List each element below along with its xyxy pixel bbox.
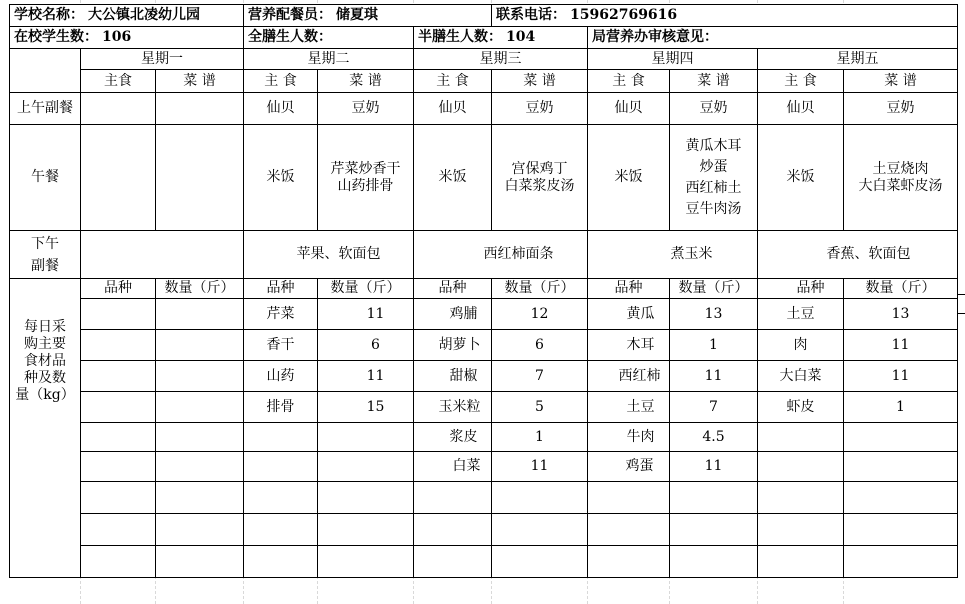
item-name: 山药 xyxy=(244,361,318,392)
item-qty: 11 xyxy=(670,452,758,482)
full-board-cell: 全膳生人数： xyxy=(244,27,414,49)
morning-dish: 豆奶 xyxy=(318,93,414,125)
col-item: 品种 xyxy=(588,279,670,299)
students-cell: 在校学生数： 106 xyxy=(10,27,244,49)
item-qty: 11 xyxy=(844,330,958,361)
half-board-cell: 半膳生人数： 104 xyxy=(414,27,588,49)
day-thu: 星期四 xyxy=(588,49,758,70)
item-name: 土豆 xyxy=(758,299,844,330)
staff-cell: 营养配餐员： 储夏琪 xyxy=(244,5,492,27)
col-qty: 数量（斤） xyxy=(670,279,758,299)
item-qty: 6 xyxy=(318,330,414,361)
item-qty: 1 xyxy=(670,330,758,361)
item-qty: 11 xyxy=(492,452,588,482)
item-qty: 1 xyxy=(492,423,588,452)
lunch-dish: 黄瓜木耳 炒蛋 西红柿土 豆牛肉汤 xyxy=(670,125,758,231)
item-qty: 13 xyxy=(844,299,958,330)
purchase-row xyxy=(10,330,958,361)
item-qty: 6 xyxy=(492,330,588,361)
lunch-staple: 米饭 xyxy=(244,125,318,231)
morning-dish: 豆奶 xyxy=(670,93,758,125)
lunch-dish: 宫保鸡丁 白菜浆皮汤 xyxy=(492,125,588,231)
col-item: 品种 xyxy=(244,279,318,299)
header-row-2 xyxy=(10,27,958,49)
phone-cell: 联系电话： 15962769616 xyxy=(492,5,958,27)
day-tue: 星期二 xyxy=(244,49,414,70)
col-dishes: 菜 谱 xyxy=(156,70,244,93)
morning-staple: 仙贝 xyxy=(414,93,492,125)
item-name: 芹菜 xyxy=(244,299,318,330)
weekly-menu-table xyxy=(9,4,958,578)
purchase-label: 每日采 购主要 食材品 种及数 量（kg） xyxy=(10,279,81,578)
col-staple: 主 食 xyxy=(414,70,492,93)
afternoon-tue: 苹果、软面包 xyxy=(244,231,414,279)
item-name: 香干 xyxy=(244,330,318,361)
item-name: 鸡脯 xyxy=(414,299,492,330)
col-dishes: 菜 谱 xyxy=(318,70,414,93)
item-qty: 13 xyxy=(670,299,758,330)
col-staple: 主 食 xyxy=(758,70,844,93)
col-item: 品种 xyxy=(758,279,844,299)
item-qty: 11 xyxy=(844,361,958,392)
afternoon-label: 下午 副餐 xyxy=(10,231,81,279)
item-qty: 1 xyxy=(844,392,958,423)
item-name: 浆皮 xyxy=(414,423,492,452)
item-qty: 7 xyxy=(492,361,588,392)
col-dishes: 菜 谱 xyxy=(492,70,588,93)
item-name: 甜椒 xyxy=(414,361,492,392)
afternoon-mon xyxy=(81,231,244,279)
item-qty: 11 xyxy=(318,361,414,392)
morning-dish xyxy=(156,93,244,125)
item-name: 木耳 xyxy=(588,330,670,361)
item-qty: 7 xyxy=(670,392,758,423)
lunch-staple: 米饭 xyxy=(588,125,670,231)
afternoon-thu: 煮玉米 xyxy=(588,231,758,279)
blank-corner-cell xyxy=(10,49,81,93)
lunch-dish xyxy=(156,125,244,231)
item-name: 黄瓜 xyxy=(588,299,670,330)
col-qty: 数量（斤） xyxy=(318,279,414,299)
item-name: 大白菜 xyxy=(758,361,844,392)
review-cell: 局营养办审核意见： xyxy=(588,27,958,49)
col-item: 品种 xyxy=(81,279,156,299)
morning-dish: 豆奶 xyxy=(844,93,958,125)
col-dishes: 菜 谱 xyxy=(670,70,758,93)
purchase-row xyxy=(10,423,958,452)
lunch-label: 午餐 xyxy=(10,125,81,231)
day-wed: 星期三 xyxy=(414,49,588,70)
day-row xyxy=(10,49,958,70)
purchase-row-empty xyxy=(10,482,958,514)
item-name: 排骨 xyxy=(244,392,318,423)
col-qty: 数量（斤） xyxy=(492,279,588,299)
col-dishes: 菜 谱 xyxy=(844,70,958,93)
col-qty: 数量（斤） xyxy=(844,279,958,299)
item-qty: 4.5 xyxy=(670,423,758,452)
afternoon-wed: 西红柿面条 xyxy=(414,231,588,279)
col-item: 品种 xyxy=(414,279,492,299)
day-mon: 星期一 xyxy=(81,49,244,70)
item-qty: 12 xyxy=(492,299,588,330)
item-name: 西红柿 xyxy=(588,361,670,392)
item-qty: 5 xyxy=(492,392,588,423)
item-name: 虾皮 xyxy=(758,392,844,423)
morning-staple: 仙贝 xyxy=(588,93,670,125)
item-name: 土豆 xyxy=(588,392,670,423)
purchase-row-empty xyxy=(10,546,958,578)
col-staple: 主食 xyxy=(81,70,156,93)
morning-staple xyxy=(81,93,156,125)
morning-label: 上午副餐 xyxy=(10,93,81,125)
afternoon-row xyxy=(10,231,958,279)
lunch-dish: 芹菜炒香干 山药排骨 xyxy=(318,125,414,231)
item-name: 玉米粒 xyxy=(414,392,492,423)
purchase-row xyxy=(10,392,958,423)
lunch-staple: 米饭 xyxy=(758,125,844,231)
purchase-row xyxy=(10,361,958,392)
school-name-cell: 学校名称： 大公镇北凌幼儿园 xyxy=(10,5,244,27)
morning-dish: 豆奶 xyxy=(492,93,588,125)
col-staple: 主 食 xyxy=(588,70,670,93)
item-name: 鸡蛋 xyxy=(588,452,670,482)
item-qty: 11 xyxy=(318,299,414,330)
item-qty: 15 xyxy=(318,392,414,423)
morning-staple: 仙贝 xyxy=(758,93,844,125)
lunch-staple xyxy=(81,125,156,231)
lunch-row xyxy=(10,125,958,231)
cell-edge-fragment xyxy=(958,294,965,314)
purchase-header-row xyxy=(10,279,958,299)
purchase-row xyxy=(10,299,958,330)
item-name: 牛肉 xyxy=(588,423,670,452)
col-staple: 主 食 xyxy=(244,70,318,93)
item-name: 胡萝卜 xyxy=(414,330,492,361)
header-row-1 xyxy=(10,5,958,27)
afternoon-fri: 香蕉、软面包 xyxy=(758,231,958,279)
subheader-row xyxy=(10,70,958,93)
morning-staple: 仙贝 xyxy=(244,93,318,125)
col-qty: 数量（斤） xyxy=(156,279,244,299)
morning-row xyxy=(10,93,958,125)
item-name: 白菜 xyxy=(414,452,492,482)
day-fri: 星期五 xyxy=(758,49,958,70)
item-qty: 11 xyxy=(670,361,758,392)
lunch-dish: 土豆烧肉 大白菜虾皮汤 xyxy=(844,125,958,231)
purchase-row xyxy=(10,452,958,482)
purchase-row-empty xyxy=(10,514,958,546)
item-name: 肉 xyxy=(758,330,844,361)
lunch-staple: 米饭 xyxy=(414,125,492,231)
